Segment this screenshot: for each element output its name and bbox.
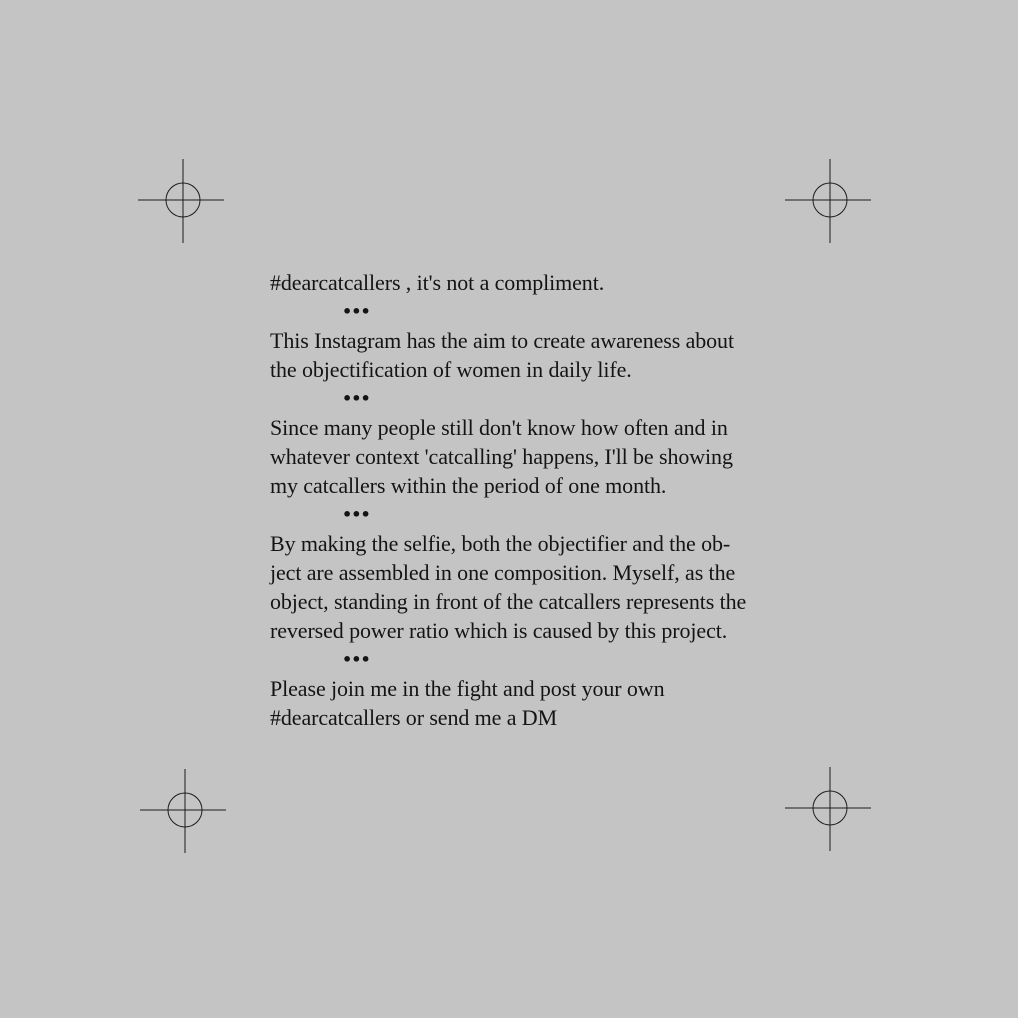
paragraph-line: Since many people still don't know how often and in <box>270 415 728 440</box>
headline: #dearcatcallers , it's not a compliment. <box>270 270 605 295</box>
paragraph-line: object, standing in front of the catcallers represents the <box>270 589 747 614</box>
post-text <box>270 268 810 732</box>
paragraph-line: Please join me in the fight and post your own <box>270 676 665 701</box>
separator-dots: ••• <box>342 389 370 408</box>
paragraph-line: my catcallers within the period of one month. <box>270 473 667 498</box>
paragraph-context <box>270 413 810 500</box>
paragraph-line: the objectification of women in daily life. <box>270 357 632 382</box>
registration-mark-bottom-left-icon <box>140 765 230 855</box>
paragraph-line: This Instagram has the aim to create awareness about <box>270 328 734 353</box>
paragraph-line: whatever context 'catcalling' happens, I'll be showing <box>270 444 733 469</box>
paragraph-line: ject are assembled in one composition. Myself, as the <box>270 560 736 585</box>
separator-dots: ••• <box>342 505 370 524</box>
separator-dots: ••• <box>342 650 370 669</box>
paragraph-concept <box>270 529 810 645</box>
paragraph-intro <box>270 326 810 384</box>
registration-mark-bottom-right-icon <box>785 763 875 853</box>
paragraph-line: reversed power ratio which is caused by this project. <box>270 618 728 643</box>
paragraph-line: #dearcatcallers or send me a DM <box>270 705 558 730</box>
paragraph-call-to-action <box>270 674 810 732</box>
separator-dots: ••• <box>342 302 370 321</box>
registration-mark-top-left-icon <box>138 155 228 245</box>
paragraph-line: By making the selfie, both the objectifier and the ob- <box>270 531 731 556</box>
registration-mark-top-right-icon <box>785 155 875 245</box>
